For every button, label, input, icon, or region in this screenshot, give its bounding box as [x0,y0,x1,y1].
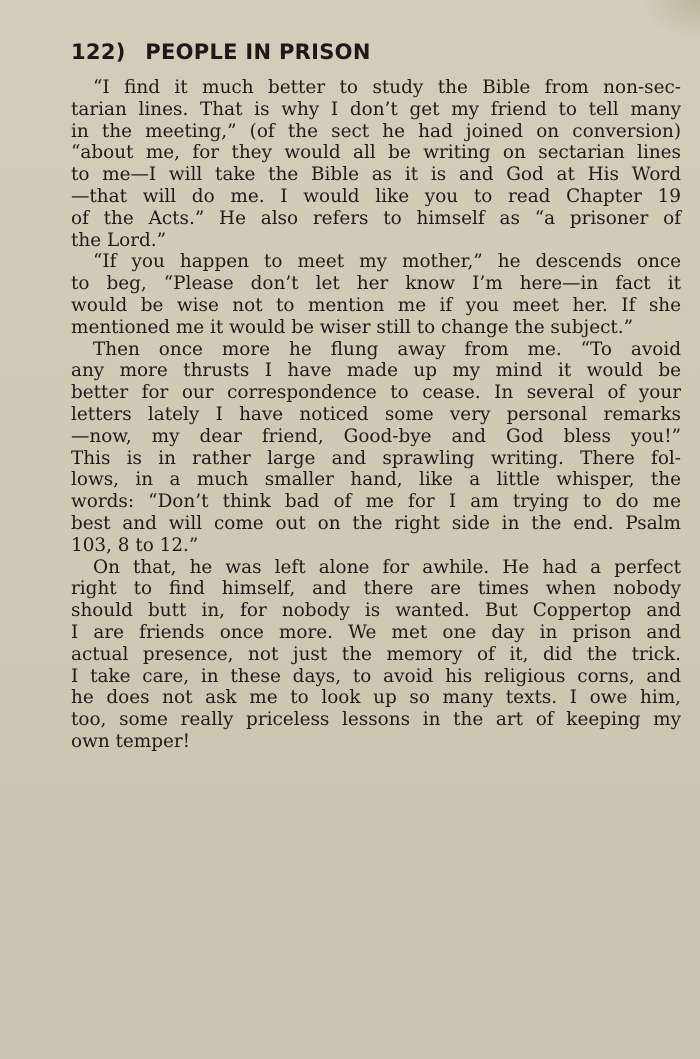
text-line: —now, my dear friend, Good-bye and God bless you!” [71,425,681,447]
page-header [71,40,371,64]
text-line: too, some really priceless lessons in the art of keeping my [71,709,681,731]
paragraph [71,251,681,338]
text-line: the Lord.” [71,229,167,251]
text-line: words: “Don’t think bad of me for I am trying to do me [71,491,681,513]
text-line: own temper! [71,730,191,752]
text-line: —that will do me. I would like you to read Chapter 19 [71,185,681,207]
text-line: “about me, for they would all be writing on sectarian lines [71,142,681,164]
text-line: any more thrusts I have made up my mind it would be [71,360,681,382]
text-line: This is in rather large and sprawling writing. There fol- [71,447,681,469]
paragraph [71,557,681,753]
running-title: PEOPLE IN PRISON [145,40,371,64]
text-line: he does not ask me to look up so many texts. I owe him, [71,687,681,709]
text-line: “If you happen to meet my mother,” he descends once [93,251,681,273]
text-line: I are friends once more. We met one day in prison and [71,621,681,643]
text-line: actual presence, not just the memory of it, did the trick. [71,643,681,665]
text-line: would be wise not to mention me if you meet her. If she [71,294,681,316]
paragraph [71,339,681,557]
text-line: On that, he was left alone for awhile. He had a perfect [93,556,681,578]
text-line: right to find himself, and there are times when nobody [71,578,681,600]
page-number: 122) [71,40,126,64]
text-line: tarian lines. That is why I don’t get my friend to tell many [71,98,681,120]
text-line: I take care, in these days, to avoid his religious corns, and [71,665,681,687]
text-line: 103, 8 to 12.” [71,534,199,556]
text-line: lows, in a much smaller hand, like a little whisper, the [71,469,681,491]
text-line: “I find it much better to study the Bible from non-sec- [93,77,681,98]
text-line: in the meeting,” (of the sect he had joined on conversion) [71,120,681,142]
body-text [71,77,681,753]
page-corner-shading [640,0,700,40]
paragraph [71,77,681,251]
text-line: better for our correspondence to cease. In several of your [71,382,681,404]
text-line: mentioned me it would be wiser still to change the subject.” [71,316,634,338]
text-line: to beg, “Please don’t let her know I’m here—in fact it [71,273,681,295]
text-line: Then once more he flung away from me. “To avoid [93,338,681,360]
text-line: best and will come out on the right side in the end. Psalm [71,512,681,534]
text-line: should butt in, for nobody is wanted. But Coppertop and [71,600,681,622]
text-line: to me—I will take the Bible as it is and God at His Word [71,164,681,186]
text-line: letters lately I have noticed some very personal remarks [71,403,681,425]
text-line: of the Acts.” He also refers to himself as “a prisoner of [71,207,681,229]
